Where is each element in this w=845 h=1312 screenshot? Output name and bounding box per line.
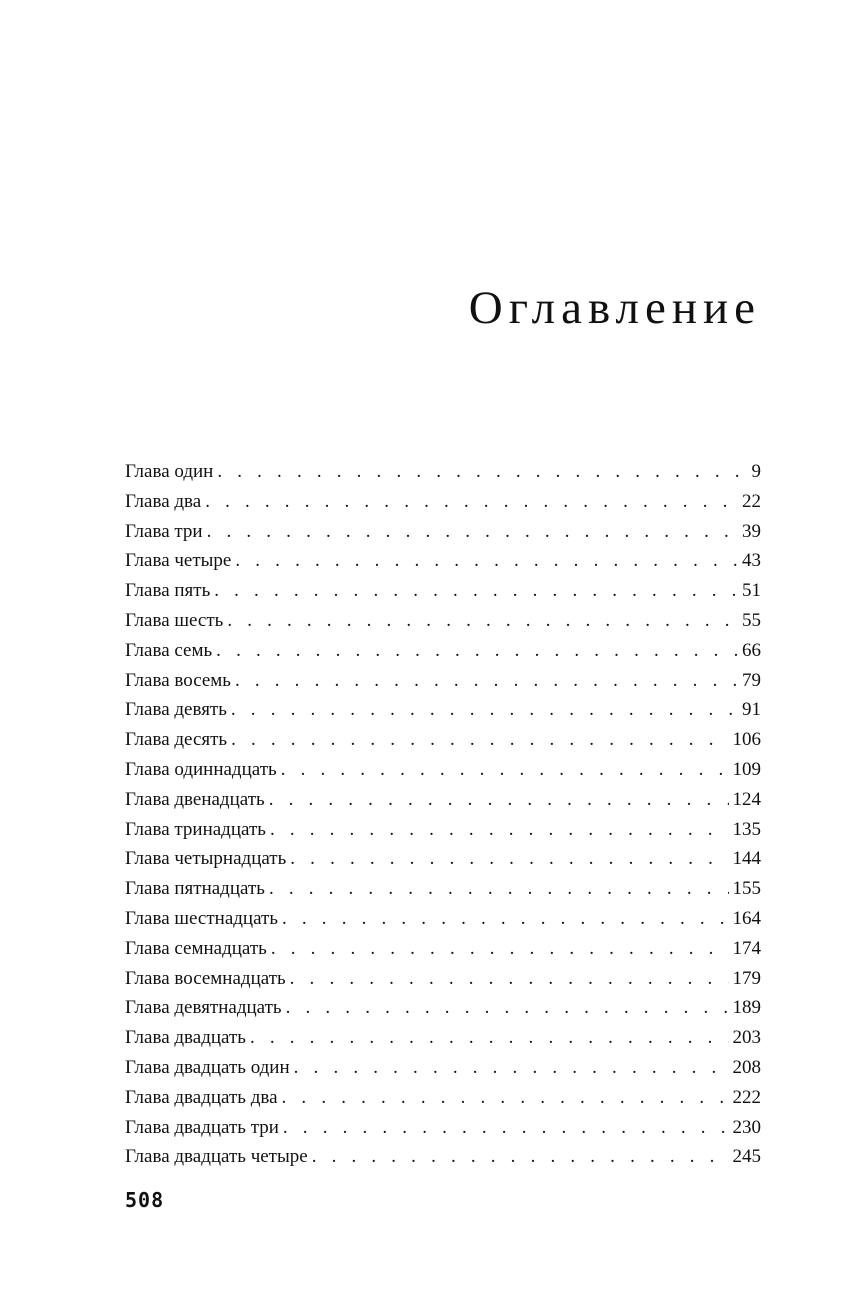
toc-entry-label: Глава двенадцать (125, 788, 265, 810)
toc-entry-label: Глава девять (125, 699, 227, 721)
toc-entry (125, 815, 761, 845)
toc-entry-label: Глава тринадцать (125, 818, 266, 840)
toc-entry-page: 43 (742, 550, 761, 572)
toc-leader-dots (235, 666, 738, 696)
toc-entry-label: Глава девятнадцать (125, 997, 282, 1019)
toc-entry-page: 230 (732, 1116, 761, 1138)
toc-entry-page: 79 (742, 669, 761, 691)
toc-entry-label: Глава двадцать четыре (125, 1146, 308, 1168)
toc-entry-label: Глава три (125, 520, 203, 542)
toc-entry (125, 546, 761, 576)
toc-entry (125, 964, 761, 994)
toc-entry-page: 155 (732, 878, 761, 900)
toc-entry (125, 576, 761, 606)
toc-entry-page: 203 (732, 1027, 761, 1049)
toc-entry-page: 106 (732, 729, 761, 751)
toc-leader-dots (231, 725, 728, 755)
toc-leader-dots (271, 934, 729, 964)
toc-entry (125, 606, 761, 636)
toc-leader-dots (214, 576, 738, 606)
toc-entry-page: 144 (732, 848, 761, 870)
toc-entry-label: Глава пять (125, 580, 211, 602)
toc-leader-dots (282, 1083, 729, 1113)
toc-entry-page: 51 (742, 580, 761, 602)
page-title: Оглавление (468, 282, 761, 334)
toc-entry (125, 874, 761, 904)
toc-entry-page: 66 (742, 639, 761, 661)
toc-entry-page: 109 (732, 758, 761, 780)
toc-entry (125, 934, 761, 964)
toc-leader-dots (286, 993, 729, 1023)
table-of-contents (125, 457, 761, 1172)
toc-leader-dots (290, 844, 728, 874)
toc-entry-page: 164 (732, 907, 761, 929)
toc-leader-dots (281, 755, 729, 785)
toc-entry (125, 457, 761, 487)
toc-entry-label: Глава шесть (125, 609, 224, 631)
toc-leader-dots (231, 695, 738, 725)
toc-entry-label: Глава двадцать два (125, 1086, 278, 1108)
toc-entry (125, 695, 761, 725)
toc-entry-label: Глава семь (125, 639, 213, 661)
toc-entry (125, 904, 761, 934)
toc-entry-page: 208 (732, 1056, 761, 1078)
toc-entry-page: 245 (732, 1146, 761, 1168)
toc-entry-label: Глава двадцать один (125, 1056, 290, 1078)
toc-entry (125, 993, 761, 1023)
toc-entry-label: Глава одиннадцать (125, 758, 277, 780)
toc-entry (125, 666, 761, 696)
toc-entry-page: 39 (742, 520, 761, 542)
toc-entry (125, 636, 761, 666)
toc-entry-page: 179 (732, 967, 761, 989)
toc-leader-dots (250, 1023, 729, 1053)
toc-entry-label: Глава пятнадцать (125, 878, 265, 900)
toc-entry-page: 124 (732, 788, 761, 810)
toc-leader-dots (290, 964, 729, 994)
toc-leader-dots (235, 546, 738, 576)
toc-entry (125, 487, 761, 517)
toc-leader-dots (283, 1113, 729, 1143)
toc-leader-dots (282, 904, 729, 934)
toc-leader-dots (207, 517, 738, 547)
toc-entry-label: Глава двадцать (125, 1027, 246, 1049)
toc-entry (125, 1113, 761, 1143)
toc-entry (125, 1023, 761, 1053)
toc-leader-dots (269, 874, 729, 904)
toc-entry (125, 844, 761, 874)
toc-entry-label: Глава восемнадцать (125, 967, 286, 989)
toc-entry (125, 517, 761, 547)
toc-entry-page: 22 (742, 490, 761, 512)
toc-entry (125, 1053, 761, 1083)
toc-entry-label: Глава четыре (125, 550, 232, 572)
toc-entry-label: Глава один (125, 461, 214, 482)
toc-entry-page: 222 (732, 1086, 761, 1108)
toc-entry-label: Глава семнадцать (125, 937, 267, 959)
toc-entry-page: 55 (742, 609, 761, 631)
toc-entry (125, 785, 761, 815)
toc-leader-dots (294, 1053, 729, 1083)
toc-leader-dots (269, 785, 729, 815)
toc-entry (125, 1142, 761, 1172)
toc-leader-dots (205, 487, 738, 517)
toc-entry-page: 9 (751, 461, 761, 482)
toc-entry (125, 725, 761, 755)
toc-entry-label: Глава четырнадцать (125, 848, 287, 870)
toc-entry-page: 91 (742, 699, 761, 721)
toc-entry-page: 135 (732, 818, 761, 840)
toc-entry-page: 189 (732, 997, 761, 1019)
toc-leader-dots (217, 457, 747, 487)
toc-leader-dots (216, 636, 738, 666)
toc-entry-page: 174 (732, 937, 761, 959)
toc-leader-dots (270, 815, 729, 845)
toc-entry-label: Глава двадцать три (125, 1116, 279, 1138)
toc-entry (125, 755, 761, 785)
toc-entry-label: Глава десять (125, 729, 228, 751)
toc-leader-dots (312, 1142, 729, 1172)
toc-entry (125, 1083, 761, 1113)
toc-leader-dots (227, 606, 738, 636)
toc-entry-label: Глава восемь (125, 669, 231, 691)
page-number: 508 (125, 1188, 165, 1212)
toc-entry-label: Глава два (125, 490, 202, 512)
toc-entry-label: Глава шестнадцать (125, 907, 278, 929)
